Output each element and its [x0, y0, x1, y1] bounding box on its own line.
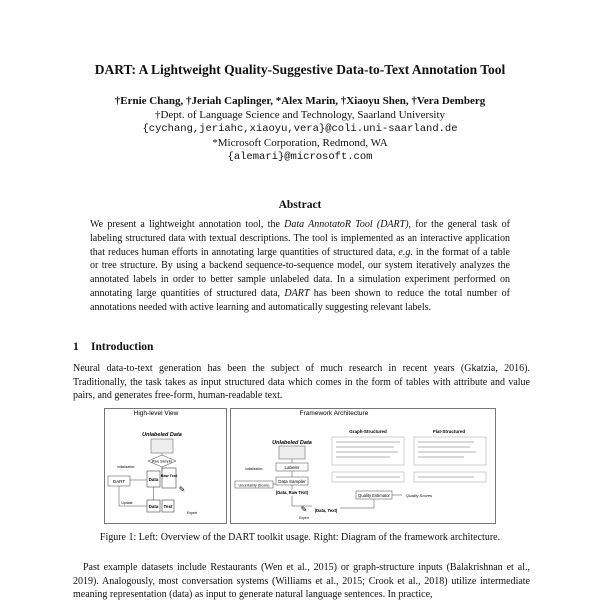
uncertainty-label: Uncertainty (Score)	[238, 483, 270, 488]
raw-sample-label: Raw Sample	[151, 459, 173, 464]
left-raw-text-box	[162, 468, 176, 488]
affiliation-microsoft: *Microsoft Corporation, Redmond, WA	[212, 137, 388, 149]
right-expert-icon: ✎	[300, 505, 308, 514]
abstract-part-2: , for the general task of labeling structured data with textual descriptions. The tool is implemented as an interactive application that reduces human efforts in annotating large quantities of structured data,	[90, 219, 510, 258]
abstract-part-3: in the format of a table or tree structure. By using a backend sequence-to-sequence model, our system iteratively analyzes the annotated labels in order to better sample unlabeled data. In a simulation experiment performed on annotating large quantities of structured data,	[90, 246, 510, 299]
left-data-label-2: Data	[148, 504, 159, 509]
data-text-label: (Data, Text)	[314, 508, 338, 513]
left-unlabeled-data: Unlabeled Data	[142, 432, 182, 438]
abstract-dart: DART	[284, 287, 310, 299]
left-update-label: Update	[121, 501, 133, 505]
abstract-text	[90, 218, 510, 315]
abstract-part-1: We present a lightweight annotation tool, the	[90, 219, 285, 230]
right-expert-label: Expert	[299, 516, 309, 520]
left-data-label: Data	[148, 477, 159, 482]
left-expert-label: Expert	[186, 511, 198, 515]
expert-icon: ✎	[178, 485, 186, 494]
right-db-icon	[279, 446, 305, 459]
intro-paragraph-1: Neural data-to-text generation has been the subject of much research in recent years (Gkatzia, 2016). Traditionally, the task takes as input structured data which comes in the form of tables with attribute and value pairs, and generates free-form, human-readable text.	[73, 363, 530, 401]
left-raw-text-label: Raw Text	[160, 474, 178, 478]
email-saarland: {cychang,jeriahc,xiaoyu,vera}@coli.uni-saarland.de	[142, 123, 458, 135]
figure-1-diagram	[104, 408, 496, 524]
section-heading-introduction	[73, 341, 153, 353]
abstract-tool-name: Data AnnotatoR Tool (DART)	[284, 219, 409, 230]
abstract-part-4: has been shown to reduce the total number of annotations needed with active learning and automatically suggesting relevant labels.	[90, 287, 510, 313]
graph-example-box	[332, 437, 404, 465]
quality-scores-label: Quality Scores	[405, 493, 433, 498]
left-initialization-label: initialization	[117, 465, 135, 469]
email-microsoft: {alemari}@microsoft.com	[227, 151, 373, 163]
abstract-eg: e.g.	[398, 246, 413, 258]
affiliation-saarland: †Dept. of Language Science and Technology, Saarland University	[154, 109, 446, 121]
figure-1-caption: Figure 1: Left: Overview of the DART toolkit usage. Right: Diagram of the framework architecture.	[99, 532, 501, 543]
left-text-label: Text	[163, 504, 173, 509]
graph-structured-label: Graph-Structured	[349, 429, 387, 434]
left-panel-title: High-level View	[133, 410, 179, 417]
author-list: †Ernie Chang, †Jeriah Caplinger, *Alex Marin, †Xiaoyu Shen, †Vera Demberg	[114, 95, 486, 107]
right-initialization-label: initialization	[245, 467, 263, 471]
right-panel-frame	[231, 409, 496, 524]
intro-paragraph-2: Past example datasets include Restaurants (Wen et al., 2015) or graph-structure inputs (Balakrishnan et al., 2019). Analogously, most conversation systems (Williams et al., 2015; Crook et al., 2018) utilize intermediate meaning representation (data) as input to generate natural language sentences. In practice,	[73, 562, 530, 600]
left-db-icon	[151, 439, 173, 453]
abstract-heading: Abstract	[278, 199, 322, 211]
flat-structured-label: Flat-Structured	[432, 429, 466, 434]
section-title: Introduction	[91, 341, 154, 353]
data-sampler-label: Data Sampler	[278, 479, 306, 484]
author-block	[0, 94, 600, 164]
labeler-label: Labeler	[284, 465, 300, 470]
left-dart-label: DART	[112, 479, 126, 484]
data-raw-text-label: (Data, Raw Text)	[275, 490, 309, 495]
right-panel-title: Framework Architecture	[299, 410, 369, 417]
quality-estimator-label: Quality Estimator	[358, 493, 390, 498]
paper-title: DART: A Lightweight Quality-Suggestive Data-to-Text Annotation Tool	[94, 62, 506, 77]
right-unlabeled-data: Unlabeled Data	[272, 440, 312, 446]
section-number: 1	[73, 341, 79, 353]
flat-example-box	[414, 437, 486, 465]
